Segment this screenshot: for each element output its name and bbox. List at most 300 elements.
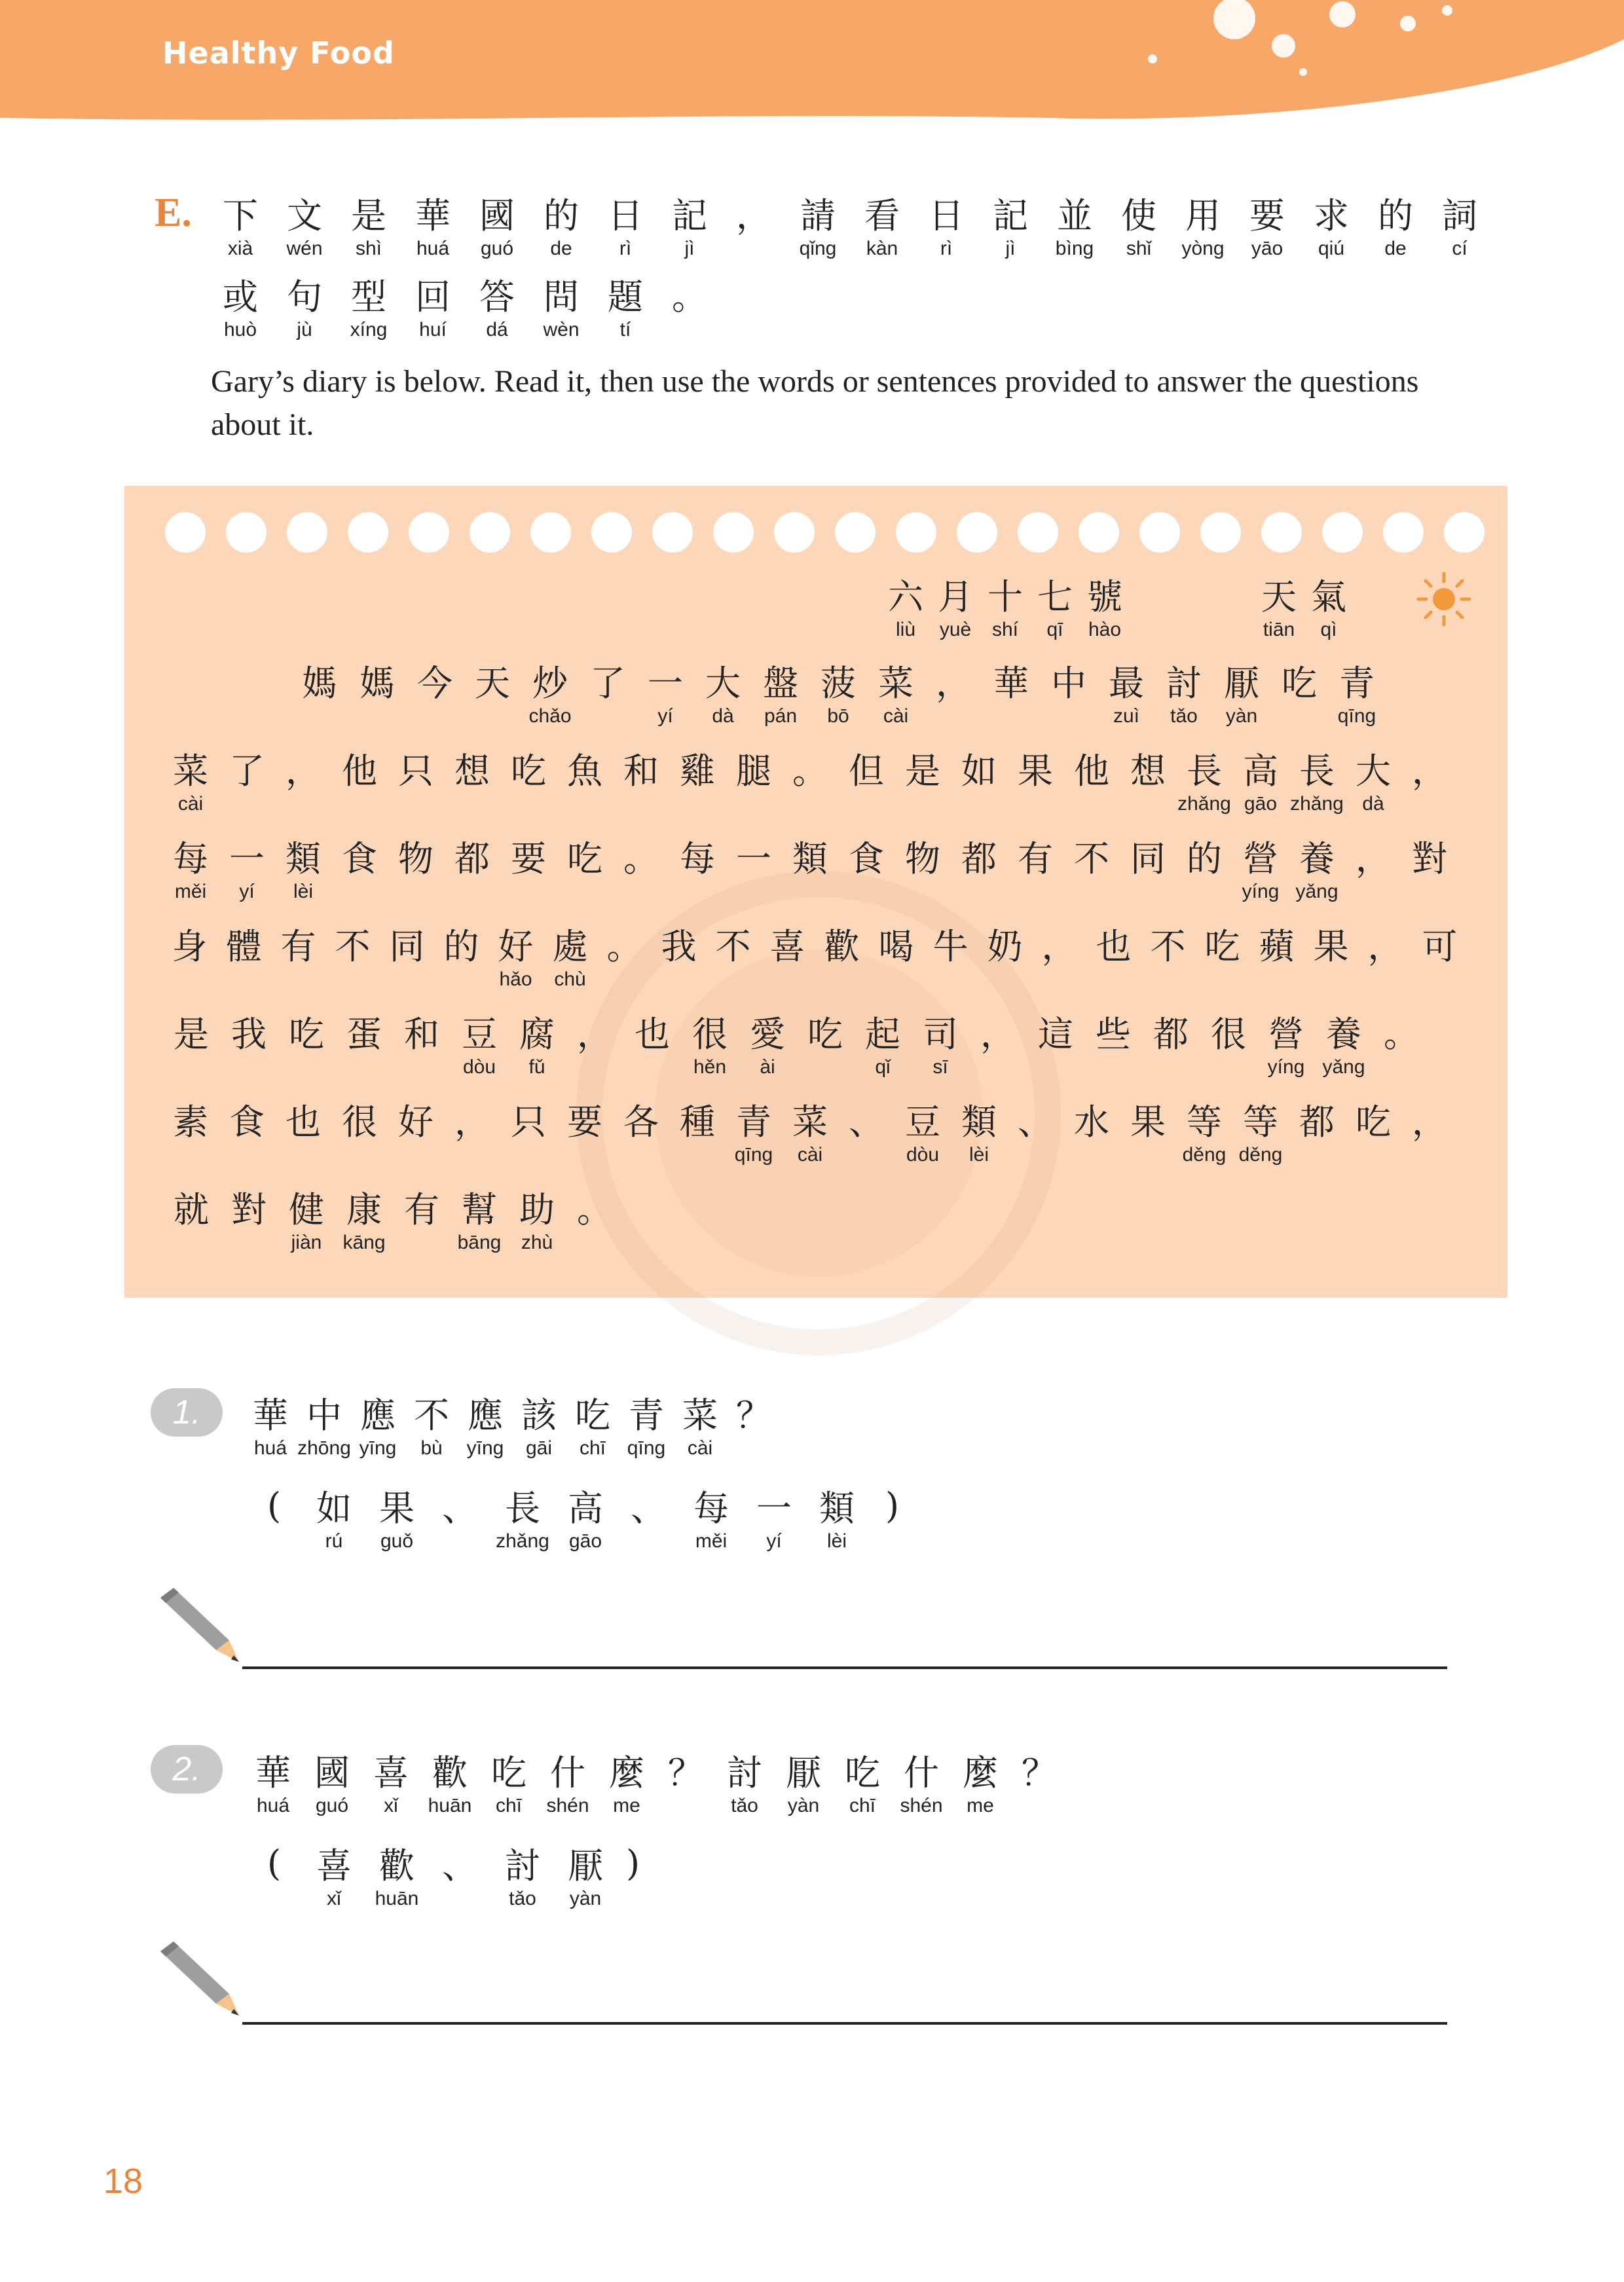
notebook-hole [409,512,449,553]
pinyin: xǐ [327,1888,341,1909]
char-cell [1084,1014,1142,1079]
notebook-hole [1018,512,1058,553]
char-cell [278,1014,335,1079]
char-cell [1249,926,1304,991]
char-cell [1299,195,1363,261]
hanzi: 國 [314,1752,350,1794]
char-cell [752,663,809,728]
hanzi: 了 [590,663,625,704]
char-cell [220,1189,278,1255]
pinyin [1304,968,1358,991]
diary-date [881,576,1143,648]
pinyin [500,880,557,904]
char-cell [566,1395,619,1460]
hanzi: 很 [692,1014,728,1055]
notebook-hole [287,512,327,553]
answer-line-2[interactable] [242,2022,1447,2025]
pinyin [271,968,325,991]
pinyin: chī [579,1437,606,1459]
char-cell [1120,1101,1176,1167]
instruction-line-2 [208,276,732,348]
hanzi: 素 [173,1101,208,1143]
hanzi: ， [736,195,771,236]
pinyin: hěn [693,1056,727,1078]
hanzi: 日 [608,195,643,236]
question-1-paren-close: ) [885,1485,900,1526]
hanzi: ， [577,1014,612,1055]
pinyin: huò [223,319,257,340]
pinyin [325,968,380,991]
pinyin: xǐ [384,1795,398,1816]
pinyin: yí [657,705,673,727]
char-cell [1401,838,1458,904]
char-cell [1345,750,1401,816]
hanzi: 麼 [609,1752,644,1794]
pinyin: tí [619,319,631,340]
char-cell [1086,926,1141,991]
pinyin [597,968,652,991]
hanzi: 腿 [736,750,771,792]
char-cell [500,838,557,904]
hanzi: ， [454,1101,490,1143]
hanzi: 。 [672,276,707,318]
pinyin: qǐ [875,1056,891,1078]
pinyin: pán [764,705,798,727]
hanzi: 好 [498,926,534,967]
hanzi: 果 [1313,926,1349,967]
question-1-hints [303,1488,892,1560]
char-cell [451,1189,508,1255]
char-cell [1254,576,1304,642]
hanzi: 討 [1166,663,1202,704]
hanzi: 天 [1261,576,1297,617]
hanzi: 和 [404,1014,439,1055]
notebook-hole [165,512,206,553]
char-cell [613,750,669,816]
hanzi: 他 [342,750,377,792]
pinyin [388,1143,444,1167]
char-cell [401,276,465,342]
pinyin: zhǎng [496,1530,549,1552]
char-cell [652,926,706,991]
pinyin: xià [227,238,253,259]
char-cell [726,838,782,904]
pinyin [895,792,951,816]
hanzi: 大 [1356,750,1391,792]
pinyin: yí [766,1530,782,1552]
hanzi: 華 [415,195,451,236]
hanzi: 也 [286,1101,321,1143]
hanzi: 歡 [379,1845,415,1886]
hanzi: 青 [629,1395,664,1436]
pinyin [331,1143,388,1167]
char-cell [978,926,1032,991]
hanzi: 的 [544,195,579,236]
instruction-line-1 [208,195,1492,267]
hanzi: 如 [316,1488,352,1529]
pinyin [1063,1143,1120,1167]
char-cell [491,1488,554,1553]
char-cell [521,663,579,728]
pinyin [727,1437,781,1460]
char-cell [1289,838,1345,904]
char-cell [1120,750,1176,816]
char-cell [271,926,325,991]
hanzi: 一 [648,663,683,704]
hanzi: 中 [306,1395,342,1436]
char-cell [760,926,815,991]
hanzi: 吃 [491,1752,526,1794]
char-cell [380,926,434,991]
pinyin: yàn [787,1795,820,1816]
pinyin [657,318,722,342]
hanzi: 果 [1130,1101,1166,1143]
hanzi: 司 [923,1014,958,1055]
char-cell [361,1752,420,1818]
pinyin [1141,968,1195,991]
notebook-hole [652,512,693,553]
hanzi: 吃 [289,1014,324,1055]
pinyin [895,880,951,904]
pinyin: jì [1005,238,1016,259]
hanzi: 可 [1422,926,1458,967]
char-cell [219,1101,275,1167]
pinyin: tǎo [1170,705,1198,727]
hanzi: 月 [938,576,973,617]
char-cell [1270,663,1328,728]
hanzi: 類 [961,1101,997,1143]
pinyin: gāo [568,1530,602,1552]
pinyin: rì [940,238,953,259]
hanzi: 豆 [462,1014,497,1055]
pinyin: qīng [734,1144,773,1166]
hanzi: 高 [1243,750,1278,792]
pinyin: shǐ [1126,238,1152,259]
pinyin [220,1231,278,1255]
diary-weather [1254,576,1385,648]
hanzi: 句 [287,276,322,318]
pinyin [1120,1143,1176,1167]
pinyin: dá [486,319,508,340]
hanzi: 不 [414,1395,449,1436]
char-cell [774,1752,833,1818]
hanzi: 該 [521,1395,557,1436]
char-cell [1155,663,1213,728]
char-cell [1363,195,1428,261]
diary-line [162,1101,1472,1173]
char-cell [1007,1101,1063,1167]
pinyin [500,792,557,816]
pinyin [726,792,782,816]
pinyin: dà [712,705,734,727]
hanzi: 華 [253,1395,288,1436]
char-cell [1007,838,1063,904]
pinyin: bìng [1055,238,1094,259]
pinyin: chī [849,1795,876,1816]
notebook-hole [470,512,510,553]
pinyin [217,968,271,991]
char-cell [726,1101,782,1167]
pinyin [444,1143,500,1167]
pinyin [557,880,613,904]
hanzi: 每 [173,838,208,879]
char-cell [579,663,637,728]
char-cell [291,663,348,728]
notebook-hole [1079,512,1119,553]
char-cell [838,838,895,904]
hanzi: 。 [623,838,659,879]
char-cell [1063,1101,1120,1167]
hanzi: 物 [398,838,434,879]
diary-line [162,1189,1472,1261]
pinyin: tǎo [731,1795,758,1816]
hanzi: 、 [1018,1101,1053,1143]
pinyin: jiàn [291,1232,322,1253]
char-cell [465,195,529,261]
pinyin: xíng [350,319,388,340]
hanzi: 菜 [173,750,208,792]
answer-line-1[interactable] [242,1666,1447,1669]
hanzi: 高 [568,1488,603,1529]
hanzi: ， [1412,750,1447,792]
pinyin: jù [297,319,312,340]
notebook-hole [896,512,936,553]
question-2-hints [303,1845,630,1917]
hanzi: 好 [398,1101,434,1143]
hanzi: 對 [231,1189,267,1230]
hanzi: 什 [904,1752,939,1794]
char-cell [162,1014,220,1079]
pinyin [1007,1143,1063,1167]
char-cell [275,750,331,816]
hanzi: 國 [479,195,515,236]
pinyin: yuè [939,619,972,640]
char-cell [303,1488,365,1553]
char-cell [365,1845,428,1911]
char-cell [1141,926,1195,991]
char-cell [637,663,694,728]
char-cell [669,750,726,816]
char-cell [219,838,275,904]
hanzi: 炒 [532,663,568,704]
pinyin [815,968,869,991]
char-cell [219,750,275,816]
hanzi: 蛋 [346,1014,382,1055]
char-cell [850,195,914,261]
pinyin [331,880,388,904]
notebook-hole [1322,512,1363,553]
hanzi: 吃 [1204,926,1240,967]
hanzi: 要 [1249,195,1285,236]
char-cell [162,926,217,991]
hanzi: 歡 [432,1752,468,1794]
char-cell [1401,750,1458,816]
char-cell [1401,1101,1458,1167]
hanzi: 很 [342,1101,377,1143]
pinyin: dòu [906,1144,940,1166]
pinyin [1249,968,1304,991]
char-cell [597,1752,656,1818]
question-2-text [244,1752,1160,1824]
pinyin [1345,1143,1401,1167]
char-cell [444,838,500,904]
pinyin: huān [375,1888,419,1909]
char-cell [895,838,951,904]
hanzi: 健 [289,1189,324,1230]
hanzi: 等 [1243,1101,1278,1143]
hanzi: 但 [849,750,884,792]
question-2-badge: 2. [151,1745,223,1794]
char-cell [613,838,669,904]
pinyin: lèi [293,881,313,902]
notebook-hole [348,512,388,553]
char-cell [673,1395,727,1460]
pinyin [162,1143,219,1167]
hanzi: 、 [849,1101,884,1143]
pinyin: gāi [525,1437,553,1459]
char-cell [388,838,444,904]
char-cell [1080,576,1130,642]
hanzi: 吃 [845,1752,880,1794]
pinyin: huá [256,1795,290,1816]
pinyin: shén [900,1795,943,1816]
pinyin: dà [1362,793,1384,815]
pinyin [162,1231,220,1255]
hanzi: ， [1412,1101,1447,1143]
char-cell [796,1014,854,1079]
pinyin: chù [554,968,586,990]
pinyin: yīng [359,1437,397,1459]
pinyin [388,792,444,816]
pinyin [331,792,388,816]
char-cell [162,1101,219,1167]
hanzi: 麼 [963,1752,998,1794]
hanzi: 是 [351,195,386,236]
pinyin: yǎng [1295,881,1338,902]
char-cell [706,926,760,991]
pinyin [406,705,464,728]
hanzi: 七 [1037,576,1073,617]
pinyin [1401,792,1458,816]
char-cell [275,1101,331,1167]
hanzi: 各 [623,1101,659,1143]
char-cell [491,1845,554,1911]
hanzi: 什 [550,1752,585,1794]
hanzi: 我 [231,1014,267,1055]
hanzi: 菜 [792,1101,828,1143]
char-cell [815,926,869,991]
char-cell [838,1101,895,1167]
pinyin: tiān [1263,619,1295,640]
hanzi: 都 [1299,1101,1335,1143]
notebook-hole [1444,512,1485,553]
hanzi: 營 [1268,1014,1304,1055]
notebook-hole [591,512,632,553]
hanzi: 青 [1339,663,1375,704]
hanzi: 菜 [682,1395,718,1436]
char-cell [1213,663,1270,728]
hanzi: 吃 [575,1395,610,1436]
pinyin [1176,880,1232,904]
hanzi: 天 [475,663,510,704]
hanzi: 也 [1096,926,1132,967]
char-cell [619,1395,673,1460]
pinyin: hào [1088,619,1122,640]
char-cell [244,1395,297,1460]
hanzi: 牛 [932,926,969,967]
pinyin [566,1056,623,1079]
hanzi: 六 [888,576,923,617]
char-cell [1171,195,1235,261]
pinyin: huá [253,1437,287,1459]
pinyin [669,1143,726,1167]
hanzi: 長 [1187,750,1222,792]
hanzi: 了 [229,750,265,792]
char-cell [220,1014,278,1079]
pinyin: yàn [569,1888,602,1909]
char-cell [208,195,272,261]
notebook-hole [1261,512,1302,553]
hanzi: 想 [1130,750,1166,792]
char-cell [348,663,406,728]
hanzi: 養 [1299,838,1335,879]
char-cell [881,576,931,642]
char-cell [557,838,613,904]
hanzi: 營 [1243,838,1278,879]
hanzi: 的 [443,926,479,967]
pinyin [1401,1143,1458,1167]
pinyin: chī [495,1795,523,1816]
char-cell [401,195,465,261]
pinyin: yíng [1267,1056,1305,1078]
char-cell [489,926,543,991]
char-cell [739,1014,796,1079]
char-cell [1232,1101,1289,1167]
char-cell [895,1101,951,1167]
hanzi: 養 [1326,1014,1361,1055]
pinyin: yí [239,881,255,902]
hanzi: 詞 [1442,195,1477,236]
char-cell [982,663,1040,728]
hanzi: 都 [454,838,490,879]
hanzi: 題 [608,276,643,318]
exercise-letter: E. [155,191,192,235]
pinyin [1063,792,1120,816]
pinyin [428,1887,491,1911]
char-cell [1195,926,1249,991]
hanzi: 也 [635,1014,670,1055]
hanzi: 等 [1187,1101,1222,1143]
char-cell [782,1101,838,1167]
char-cell [980,576,1030,642]
char-cell [1289,1101,1345,1167]
pinyin [393,1056,451,1079]
char-cell [869,926,923,991]
notebook-hole [1200,512,1241,553]
char-cell [1315,1014,1373,1079]
hanzi: 菜 [878,663,913,704]
char-cell [623,1014,681,1079]
char-cell [1289,750,1345,816]
char-cell [508,1014,566,1079]
pinyin: děng [1238,1144,1283,1166]
hanzi: 討 [727,1752,762,1794]
hanzi: 盤 [763,663,798,704]
notebook-hole [713,512,754,553]
hanzi: 些 [1096,1014,1131,1055]
pinyin: guó [315,1795,349,1816]
hanzi: 愛 [750,1014,785,1055]
